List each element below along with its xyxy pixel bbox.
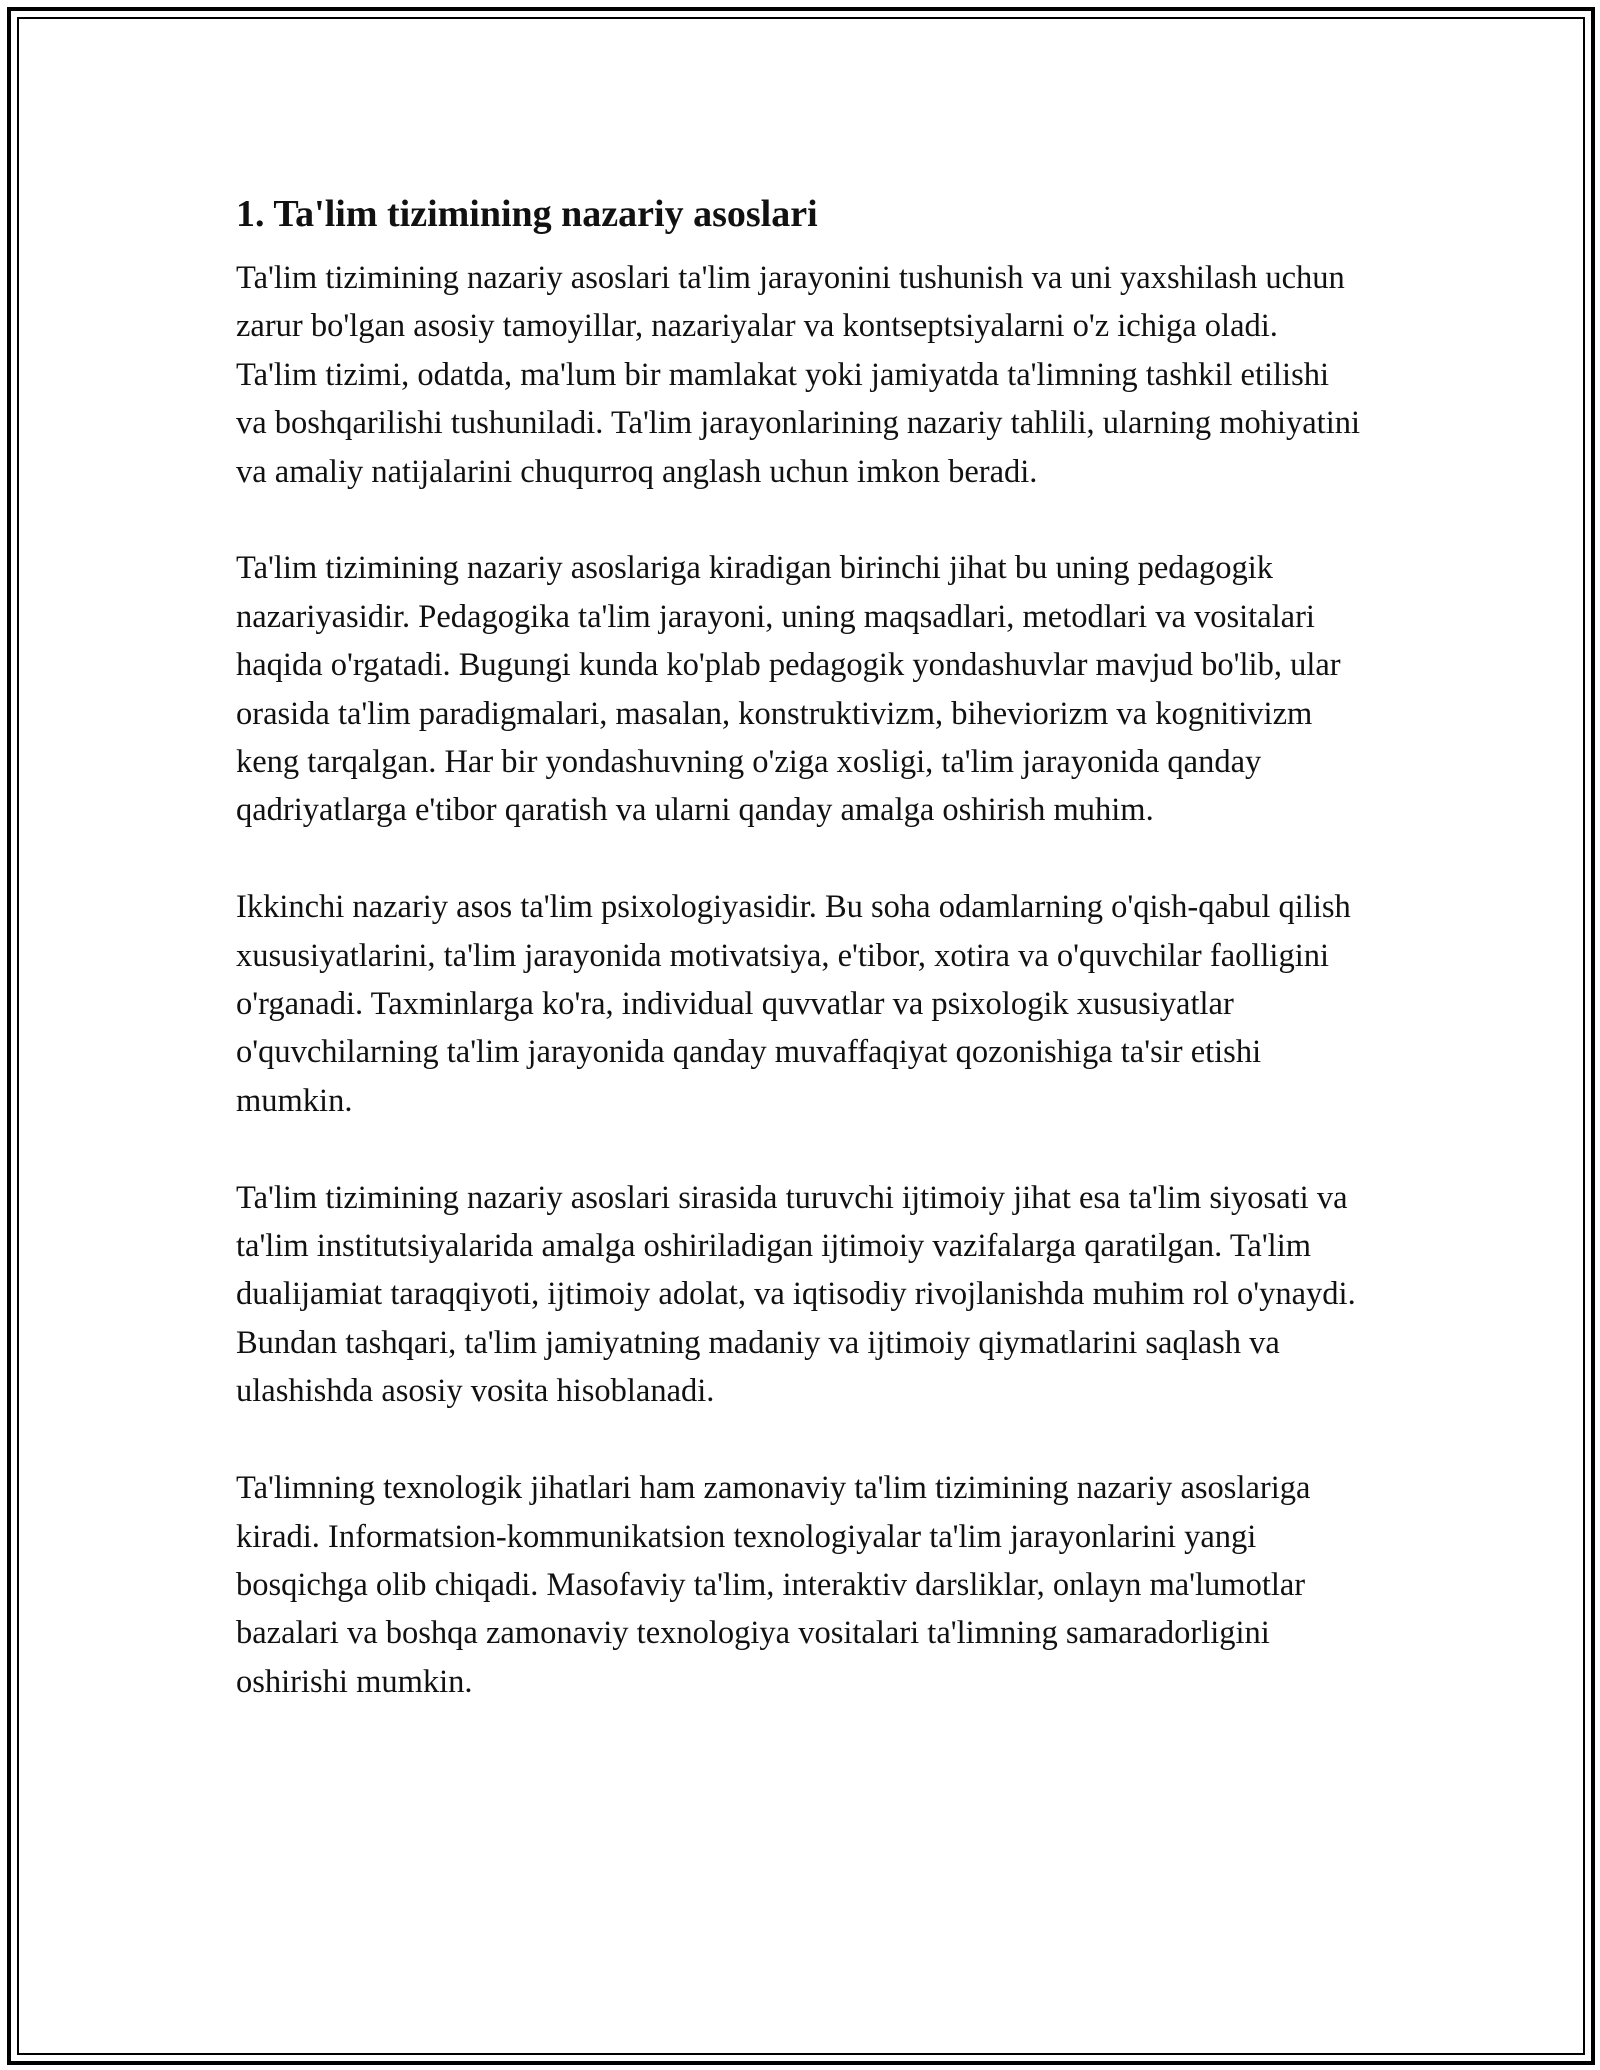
paragraph-5: Ta'limning texnologik jihatlari ham zamonaviy ta'lim tizimining nazariy asoslariga kiradi. Informatsion-kommunikatsion texnologiyalar ta'lim jarayonlarini yangi bosqichga olib chiqadi. Masofaviy ta'lim, interaktiv darsliklar, onlayn ma'lumotlar bazalari va boshqa zamonaviy texnologiya vositalari ta'limning samaradorligini oshirishi mumkin. (236, 1470, 1311, 1700)
paragraph-4: Ta'lim tizimining nazariy asoslari sirasida turuvchi ijtimoiy jihat esa ta'lim siyosati va ta'lim institutsiyalarida amalga oshiriladigan ijtimoiy vazifalarga qaratilgan. Ta'lim dualijamiat taraqqiyoti, ijtimoiy adolat, va iqtisodiy rivojlanishda muhim rol o'ynaydi. Bundan tashqari, ta'lim jamiyatning madaniy va ijtimoiy qiymatlarini saqlash va ulashishda asosiy vosita hisoblanadi. (236, 1179, 1356, 1410)
section-heading: 1. Ta'lim tizimining nazariy asoslari (236, 193, 818, 235)
paragraph-1: Ta'lim tizimining nazariy asoslari ta'lim jarayonini tushunish va uni yaxshilash uchun zarur bo'lgan asosiy tamoyillar, nazariyalar va kontseptsiyalarni o'z ichiga oladi. Ta'lim tizimi, odatda, ma'lum bir mamlakat yoki jamiyatda ta'limning tashkil etilishi va boshqarilishi tushuniladi. Ta'lim jarayonlarining nazariy tahlili, ularning mohiyatini va amaliy natijalarini chuqurroq anglash uchun imkon beradi. (236, 260, 1361, 490)
document-body (236, 186, 1366, 1755)
paragraph-3: Ikkinchi nazariy asos ta'lim psixologiyasidir. Bu soha odamlarning o'qish-qabul qilish xususiyatlarini, ta'lim jarayonida motivatsiya, e'tibor, xotira va o'quvchilar faolligini o'rganadi. Taxminlarga ko'ra, individual quvvatlar va psixologik xususiyatlar o'quvchilarning ta'lim jarayonida qanday muvaffaqiyat qozonishiga ta'sir etishi mumkin. (236, 889, 1351, 1119)
paragraph-2: Ta'lim tizimining nazariy asoslariga kiradigan birinchi jihat bu uning pedagogik nazariyasidir. Pedagogika ta'lim jarayoni, uning maqsadlari, metodlari va vositalari haqida o'rgatadi. Bugungi kunda ko'plab pedagogik yondashuvlar mavjud bo'lib, ular orasida ta'lim paradigmalari, masalan, konstruktivizm, biheviorizm va kognitivizm keng tarqalgan. Har bir yondashuvning o'ziga xosligi, ta'lim jarayonida qanday qadriyatlarga e'tibor qaratish va ularni qanday amalga oshirish muhim. (236, 550, 1341, 829)
